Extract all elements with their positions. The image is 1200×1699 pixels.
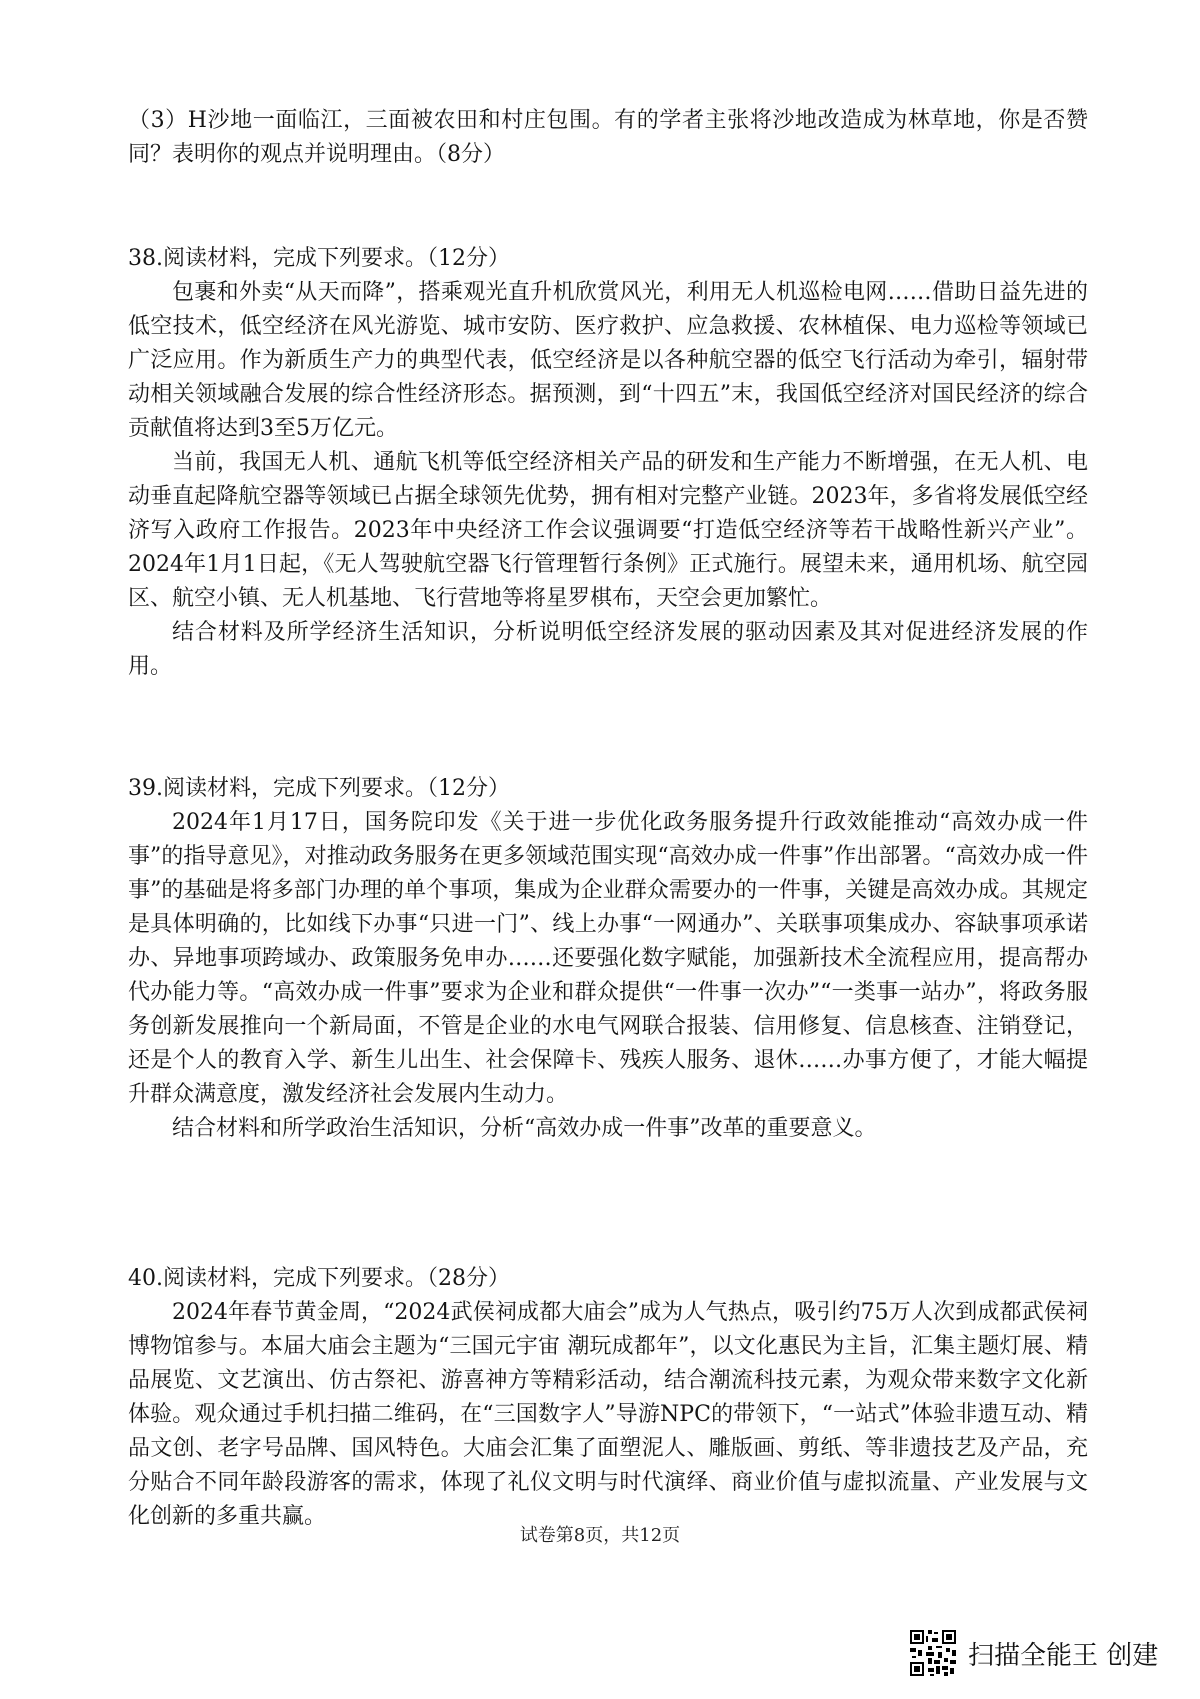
question-38-heading: 38.阅读材料，完成下列要求。（12分） <box>128 246 510 271</box>
question-38-paragraph-2: 当前，我国无人机、通航飞机等低空经济相关产品的研发和生产能力不断增强，在无人机、电动垂直起降航空器等领域已占据全球领先优势，拥有相对完整产业链。2023年，多省将发展低空经济写入政府工作报告。2023年中央经济工作会议强调要“打造低空经济等若干战略性新兴产业”。2024年1月1日起，《无人驾驶航空器飞行管理暂行条例》正式施行。展望未来，通用机场、航空园区、航空小镇、无人机基地、飞行营地等将星罗棋布，天空会更加繁忙。 <box>128 450 1088 611</box>
question-39-paragraph-1: 2024年1月17日，国务院印发《关于进一步优化政务服务提升行政效能推动“高效办成一件事”的指导意见》，对推动政务服务在更多领域范围实现“高效办成一件事”作出部署。“高效办成一件事”的基础是将多部门办理的单个事项，集成为企业群众需要办的一件事，关键是高效办成。其规定是具体明确的，比如线下办事“只进一门”、线上办事“一网通办”、关联事项集成办、容缺事项承诺办、异地事项跨域办、政策服务免申办……还要强化数字赋能，加强新技术全流程应用，提高帮办代办能力等。“高效办成一件事”要求为企业和群众提供“一件事一次办”“一类事一站办”，将政务服务创新发展推向一个新局面，不管是企业的水电气网联合报装、信用修复、信息核查、注销登记，还是个人的教育入学、新生儿出生、社会保障卡、残疾人服务、退休……办事方便了，才能大幅提升群众满意度，激发经济社会发展内生动力。 <box>128 810 1088 1107</box>
page-footer: 试卷第8页，共12页 <box>519 1525 681 1546</box>
question-39-prompt: 结合材料和所学政治生活知识，分析“高效办成一件事”改革的重要意义。 <box>172 1116 877 1141</box>
question-40 <box>128 1262 1088 1534</box>
question-38-prompt: 结合材料及所学经济生活知识，分析说明低空经济发展的驱动因素及其对促进经济发展的作用。 <box>128 620 1088 679</box>
question-39 <box>128 772 1088 1146</box>
question-37-part-3-text: （3）H沙地一面临江，三面被农田和村庄包围。有的学者主张将沙地改造成为林草地，你是否赞同？表明你的观点并说明理由。（8分） <box>128 108 1088 167</box>
question-40-paragraph-1: 2024年春节黄金周，“2024武侯祠成都大庙会”成为人气热点，吸引约75万人次到成都武侯祠博物馆参与。本届大庙会主题为“三国元宇宙 潮玩成都年”，以文化惠民为主旨，汇集主题灯展、精品展览、文艺演出、仿古祭祀、游喜神方等精彩活动，结合潮流科技元素，为观众带来数字文化新体验。观众通过手机扫描二维码，在“三国数字人”导游NPC的带领下，“一站式”体验非遗互动、精品文创、老字号品牌、国风特色。大庙会汇集了面塑泥人、雕版画、剪纸、等非遗技艺及产品，充分贴合不同年龄段游客的需求，体现了礼仪文明与时代演绎、商业价值与虚拟流量、产业发展与文化创新的多重共赢。 <box>128 1300 1088 1529</box>
question-39-heading: 39.阅读材料，完成下列要求。（12分） <box>128 776 510 801</box>
question-38-paragraph-1: 包裹和外卖“从天而降”，搭乘观光直升机欣赏风光，利用无人机巡检电网……借助日益先进的低空技术，低空经济在风光游览、城市安防、医疗救护、应急救援、农林植保、电力巡检等领域已广泛应用。作为新质生产力的典型代表，低空经济是以各种航空器的低空飞行活动为牵引，辐射带动相关领域融合发展的综合性经济形态。据预测，到“十四五”末，我国低空经济对国民经济的综合贡献值将达到3至5万亿元。 <box>128 280 1088 441</box>
scanner-watermark-text: 扫描全能王 创建 <box>968 1640 1159 1671</box>
question-40-heading: 40.阅读材料，完成下列要求。（28分） <box>128 1266 510 1291</box>
question-38 <box>128 242 1088 684</box>
scanner-watermark <box>908 1627 1158 1679</box>
qr-code-icon <box>908 1628 958 1678</box>
question-37-part-3 <box>128 104 1088 172</box>
